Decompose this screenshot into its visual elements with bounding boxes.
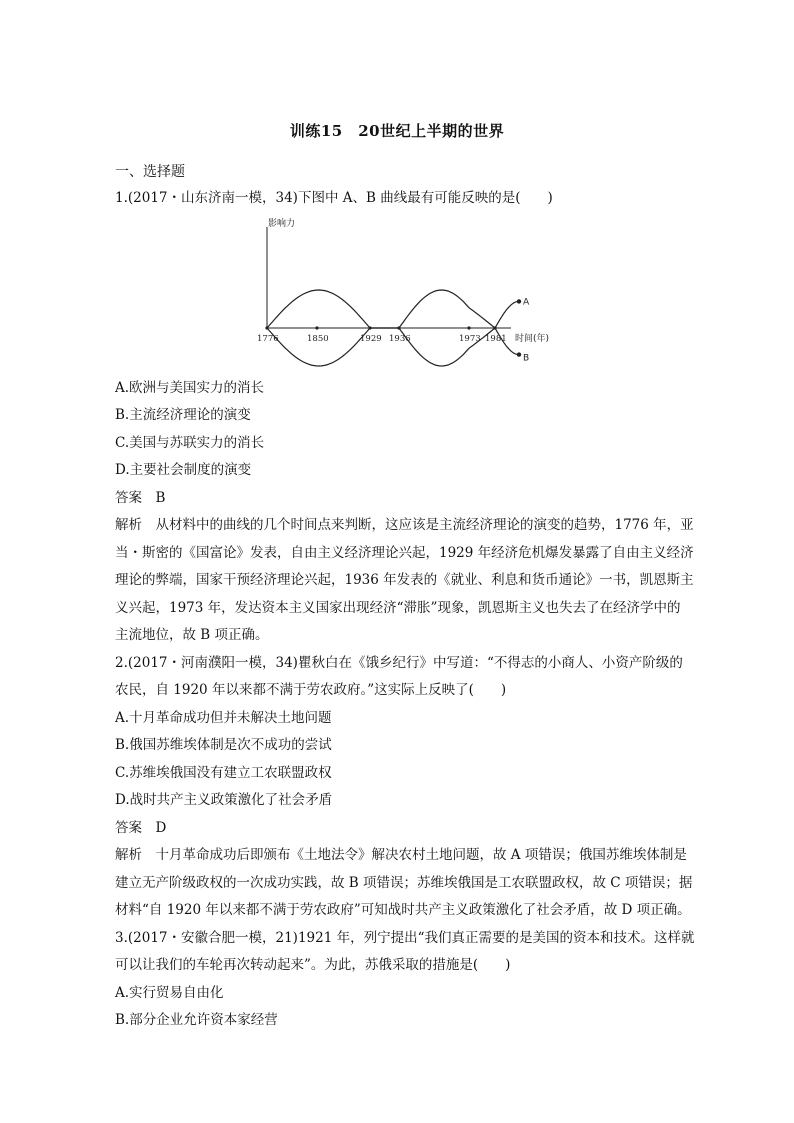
q1-option-b: B.主流经济理论的演变 bbox=[115, 407, 251, 423]
series-a-line bbox=[267, 290, 519, 355]
series-a-end-point bbox=[517, 299, 521, 303]
q1-option-d: D.主要社会制度的演变 bbox=[115, 462, 252, 478]
q2-stem-line: 2.(2017・河南濮阳一模，34)瞿秋白在《饿乡纪行》中写道：“不得志的小商人、小资产阶级的 bbox=[115, 654, 683, 671]
q3-stem-line: 3.(2017・安徽合肥一模，21)1921 年，列宁提出“我们真正需要的是美国的资本和技术。这样就 bbox=[115, 929, 695, 946]
section-heading: 一、选择题 bbox=[115, 164, 185, 180]
q2-option-c: C.苏维埃俄国没有建立工农联盟政权 bbox=[115, 764, 332, 781]
q2-option-a: A.十月革命成功但并未解决土地问题 bbox=[115, 709, 332, 726]
q2-analysis-line: 材料“自 1920 年以来都不满于劳农政府”可知战时共产主义政策激化了社会矛盾，故 D 项正确。 bbox=[115, 902, 691, 918]
series-a-label: A bbox=[523, 296, 530, 307]
q2-option-b: B.俄国苏维埃体制是次不成功的尝试 bbox=[115, 737, 332, 753]
q1-stem: 1.(2017・山东济南一模，34)下图中 A、B 曲线最有可能反映的是( ) bbox=[115, 190, 553, 206]
q1-answer: 答案 B bbox=[115, 489, 166, 506]
series-b-label: B bbox=[523, 353, 530, 364]
content bbox=[115, 185, 700, 1035]
q1-option-c: C.美国与苏联实力的消长 bbox=[115, 434, 265, 451]
q2-option-d: D.战时共产主义政策激化了社会矛盾 bbox=[115, 792, 333, 808]
x-tick-label: 1981 bbox=[485, 333, 507, 344]
q3-option-b: B.部分企业允许资本家经营 bbox=[115, 1012, 278, 1028]
q2-analysis-line: 建立无产阶级政权的一次成功实践，故 B 项错误；苏维埃俄国是工农联盟政权，故 C 项错误；据 bbox=[115, 874, 693, 891]
x-tick-mark bbox=[315, 326, 318, 329]
q1-analysis-line: 主流地位，故 B 项正确。 bbox=[115, 627, 269, 643]
y-axis-label: 影响力 bbox=[268, 218, 296, 229]
q1-analysis-line: 义兴起，1973 年，发达资本主义国家出现经济“滞胀”现象，凯恩斯主义也失去了在经济学中的 bbox=[115, 599, 681, 616]
x-tick-label: 1929 bbox=[360, 333, 382, 344]
x-axis-label: 时间(年) bbox=[515, 333, 550, 344]
q1-analysis-line: 理论的弊端，国家干预经济理论兴起，1936 年发表的《就业、利息和货币通论》一书，凯恩斯主 bbox=[115, 572, 694, 588]
q2-answer: 答案 D bbox=[115, 819, 167, 836]
x-tick-label: 1776 bbox=[257, 333, 279, 344]
x-tick-label: 1973 bbox=[459, 333, 481, 344]
x-tick-label: 1936 bbox=[389, 333, 411, 344]
q1-analysis-line: 解析 从材料中的曲线的几个时间点来判断，这应该是主流经济理论的演变的趋势，1776 年，亚 bbox=[115, 517, 694, 533]
q3-stem-line: 可以让我们的车轮再次转动起来”。为此，苏俄采取的措施是( ) bbox=[115, 957, 511, 973]
q1-analysis-line: 当・斯密的《国富论》发表，自由主义经济理论兴起，1929 年经济危机爆发暴露了自由主义经济 bbox=[115, 544, 694, 561]
influence-chart bbox=[257, 217, 557, 371]
q1-option-a: A.欧洲与美国实力的消长 bbox=[115, 379, 265, 396]
page-title: 训练15 20世纪上半期的世界 bbox=[289, 122, 505, 140]
q3-option-a: A.实行贸易自由化 bbox=[115, 984, 224, 1001]
q2-analysis-line: 解析 十月革命成功后即颁布《土地法令》解决农村土地问题，故 A 项错误；俄国苏维埃体制是 bbox=[115, 847, 687, 863]
x-tick-mark bbox=[467, 326, 470, 329]
q1-figure bbox=[115, 213, 700, 375]
q2-stem-line: 农民，自 1920 年以来都不满于劳农政府。”这实际上反映了( ) bbox=[115, 682, 507, 698]
series-b-end-point bbox=[517, 352, 521, 356]
x-tick-label: 1850 bbox=[307, 333, 329, 344]
